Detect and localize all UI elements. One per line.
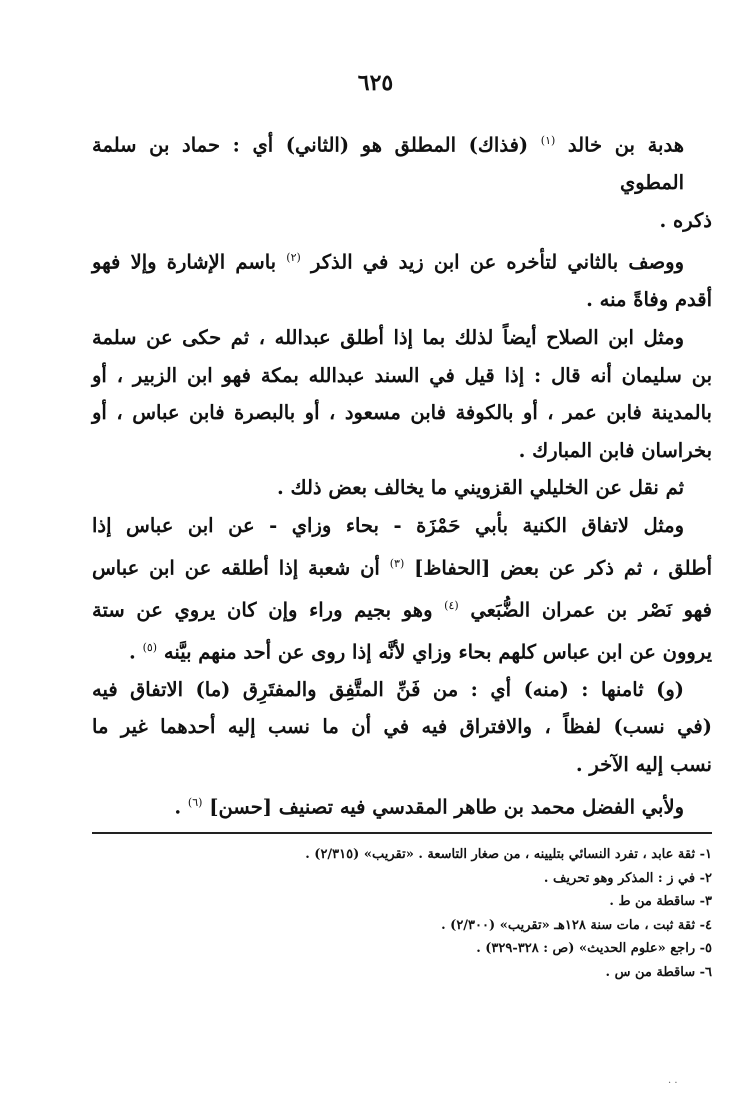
text-segment: بن سليمان أنه قال : إذا قيل في السند عبدالله بمكة فهو ابن الزبير ، أو: [92, 363, 712, 387]
text-line: [92, 469, 712, 507]
footnote-item: ٣- ساقطة من ط .: [609, 894, 712, 909]
text-line: [92, 357, 712, 395]
main-text: [92, 122, 712, 826]
text-line: [92, 629, 712, 671]
footnote-separator: [92, 832, 712, 834]
text-line: [92, 432, 712, 470]
footnote-reference: (٢): [286, 251, 301, 265]
footnote-reference: (٤): [444, 598, 459, 612]
paragraph: [92, 671, 712, 784]
text-line: [92, 319, 712, 357]
text-segment: ووصف بالثاني لتأخره عن ابن زيد في الذكر: [300, 250, 684, 274]
paragraph: [92, 469, 712, 507]
text-segment: .: [128, 640, 143, 664]
text-line: [92, 122, 712, 202]
footnotes: [92, 843, 712, 984]
text-segment: هدبة بن خالد: [555, 133, 684, 157]
footnote-item: ٦- ساقطة من س .: [605, 964, 712, 980]
text-segment: بالمدينة فابن عمر ، أو بالكوفة فابن مسعود ، أو بالبصرة فابن عباس ، أو: [92, 401, 712, 425]
text-segment: أن شعبة إذا أطلقه عن ابن عباس: [92, 556, 390, 580]
text-line: [92, 507, 712, 545]
footnote-reference: (١): [540, 134, 556, 147]
footnote-reference: (٦): [187, 795, 203, 809]
paragraph: [92, 507, 712, 671]
paragraph: [92, 239, 712, 319]
text-line: [92, 708, 712, 746]
footnote-item: ٤- ثقة ثبت ، مات سنة ١٢٨هـ «تقريب» (٢/٣٠٠) .: [441, 917, 712, 933]
text-segment: فهو نَصْر بن عمران الضُّبَعي: [458, 598, 712, 622]
text-segment: يروون عن ابن عباس كلهم بحاء وزاي لأنَّه إذا روى عن أحد منهم بيَّنه: [157, 640, 712, 664]
text-segment: ومثل لاتفاق الكنية بأبي حَمْزَة - بحاء وزاي - عن ابن عباس إذا: [92, 513, 684, 537]
text-segment: ذكره .: [659, 208, 712, 232]
text-segment: .: [174, 795, 188, 819]
footnote-item: ٥- راجع «علوم الحديث» (ص : ٣٢٨-٣٢٩) .: [476, 941, 712, 956]
text-segment: (في نسب) لفظاً ، والافتراق فيه في أن ما نسب إليه أحدهما غير ما: [92, 715, 712, 739]
text-line: [92, 545, 712, 587]
paragraph: [92, 784, 712, 826]
text-segment: باسم الإشارة وإلا فهو: [92, 250, 287, 274]
page-number: ٦٢٥: [357, 70, 394, 96]
text-segment: وهو بجيم وراء وإن كان يروي عن ستة: [92, 598, 445, 622]
text-segment: أطلق ، ثم ذكر عن بعض [الحفاظ]: [404, 556, 713, 580]
text-segment: (فذاك) المطلق هو (الثاني) أي : حماد بن سلمة المطوي: [92, 133, 684, 195]
footnote-item: ١- ثقة عابد ، تفرد النسائي بتليينه ، من صغار التاسعة . «تقريب» (٢/٣١٥) .: [305, 847, 712, 862]
scan-mark: · ·: [668, 1078, 678, 1089]
footnote-reference: (٣): [389, 556, 405, 570]
text-line: [92, 239, 712, 281]
footnote-item: ٢- في ز : المذكر وهو تحريف .: [543, 870, 712, 886]
text-line: [92, 784, 712, 826]
text-line: [92, 587, 712, 629]
text-line: [92, 671, 712, 709]
text-line: [92, 281, 712, 319]
paragraph: [92, 122, 712, 239]
text-line: [92, 746, 712, 784]
text-line: [92, 394, 712, 432]
text-segment: (و) ثامنها : (منه) أي : من فَنِّ المتَّفِق والمفتَرِق (ما) الاتفاق فيه: [92, 677, 684, 701]
footnote-reference: (٥): [142, 640, 158, 654]
text-segment: نسب إليه الآخر .: [575, 753, 712, 776]
text-segment: ومثل ابن الصلاح أيضاً لذلك بما إذا أطلق عبدالله ، ثم حكى عن سلمة: [92, 325, 684, 349]
text-segment: ثم نقل عن الخليلي القزويني ما يخالف بعض ذلك .: [276, 476, 684, 500]
paragraph: [92, 319, 712, 469]
text-segment: بخراسان فابن المبارك .: [518, 438, 712, 462]
text-line: [92, 202, 712, 240]
text-segment: ولأبي الفضل محمد بن طاهر المقدسي فيه تصنيف [حسن]: [202, 795, 684, 819]
text-segment: أقدم وفاةً منه .: [586, 288, 712, 312]
